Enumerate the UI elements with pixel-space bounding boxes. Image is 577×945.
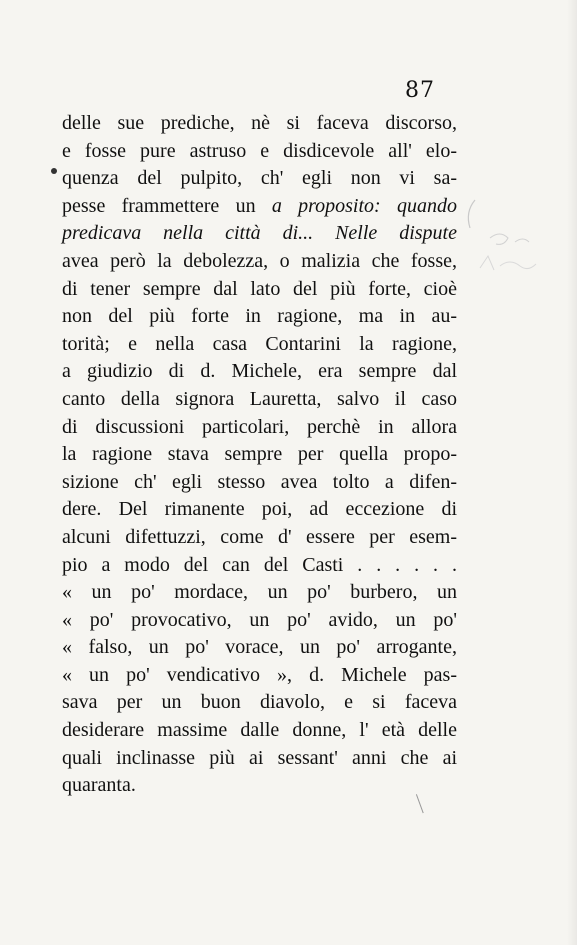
text-line-19: « po' provocativo, un po' avido, un po': [62, 608, 457, 631]
text-line-8: non del più forte in ragione, ma in au-: [62, 305, 457, 328]
text-line-3: quenza del pulpito, ch' egli non vi sa-: [62, 167, 457, 190]
text-line-2: e fosse pure astruso e disdicevole all' elo-: [62, 139, 457, 162]
text-line-15: dere. Del rimanente poi, ad eccezione di: [62, 498, 457, 521]
text-line-11: canto della signora Lauretta, salvo il caso: [62, 387, 457, 410]
text-line-16: alcuni difettuzzi, come d' essere per esem-: [62, 525, 457, 548]
pencil-marginalia: [460, 200, 560, 300]
body-text: [62, 110, 457, 800]
text-line-23: desiderare massime dalle donne, l' età delle: [62, 719, 457, 742]
page-edge-shadow: [567, 0, 577, 945]
text-line-20: « falso, un po' vorace, un po' arrogante,: [62, 636, 457, 659]
text-line-4: [62, 193, 457, 221]
text-line-24: quali inclinasse più ai sessant' anni che ai: [62, 746, 457, 769]
margin-ink-dot: [51, 168, 57, 174]
text-line-22: sava per un buon diavolo, e si faceva: [62, 691, 457, 714]
text-line-25: quaranta.: [62, 774, 136, 797]
text-line-14: sizione ch' egli stesso avea tolto a difen-: [62, 470, 457, 493]
text-line-10: a giudizio di d. Michele, era sempre dal: [62, 360, 457, 383]
text-line-18: « un po' mordace, un po' burbero, un: [62, 581, 457, 604]
text-line-1: delle sue prediche, nè si faceva discorso,: [62, 112, 457, 134]
text-line-4-roman: pesse frammettere un: [62, 194, 272, 217]
page-number: 87: [405, 78, 435, 103]
text-line-5: predicava nella città di... Nelle dispute: [62, 222, 457, 245]
text-line-9: torità; e nella casa Contarini la ragione,: [62, 332, 457, 355]
text-line-7: di tener sempre dal lato del più forte, cioè: [62, 277, 457, 300]
text-line-6: avea però la debolezza, o malizia che fosse,: [62, 249, 457, 272]
text-line-13: la ragione stava sempre per quella propo-: [62, 443, 457, 466]
text-line-4-italic: a proposito: quando: [271, 194, 457, 217]
text-line-17: pio a modo del can del Casti . . . . . .: [62, 553, 457, 576]
text-line-12: di discussioni particolari, perchè in allora: [62, 415, 457, 438]
text-line-21: « un po' vendicativo », d. Michele pas-: [62, 663, 457, 686]
